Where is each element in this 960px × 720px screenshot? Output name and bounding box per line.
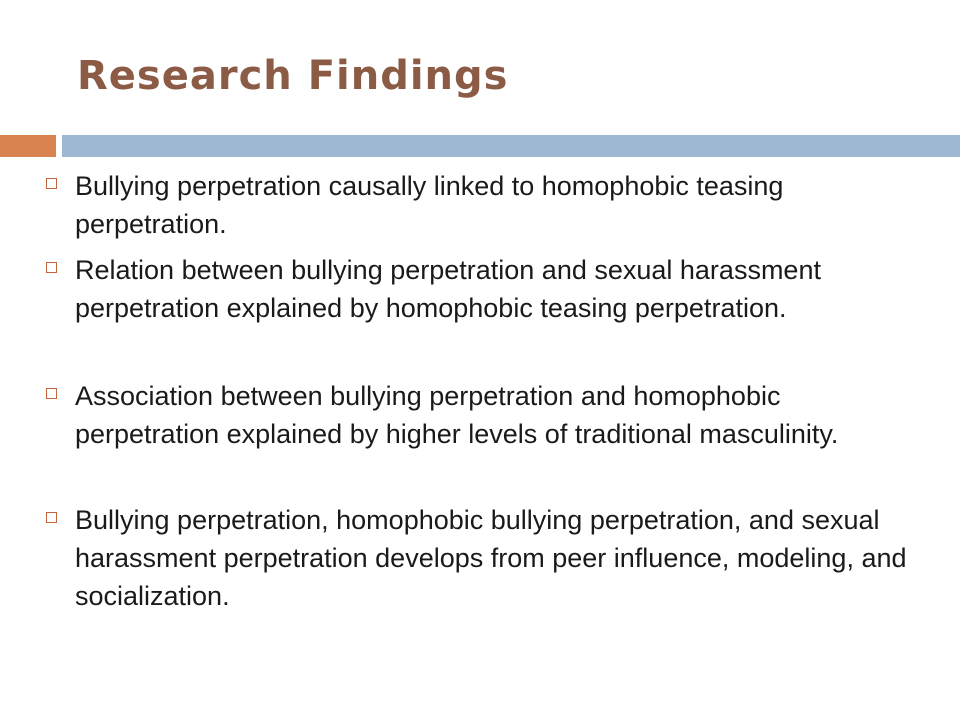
bullet-item: [46, 251, 916, 327]
square-bullet-icon: [46, 262, 57, 273]
title-accent-bar: [0, 135, 56, 157]
slide-title: Research Findings: [77, 53, 509, 99]
bullet-text: Bullying perpetration, homophobic bullying perpetration, and sexual harassment perpetration develops from peer influence, modeling, and socialization.: [75, 505, 907, 611]
square-bullet-icon: [46, 388, 57, 399]
bullet-text: Association between bullying perpetration and homophobic perpetration explained by higher levels of traditional masculinity.: [75, 381, 839, 449]
bullet-item: [46, 167, 916, 243]
square-bullet-icon: [46, 178, 57, 189]
bullet-text: Bullying perpetration causally linked to homophobic teasing perpetration.: [75, 171, 784, 239]
title-rule-bar: [62, 135, 960, 157]
bullet-item: [46, 377, 916, 453]
square-bullet-icon: [46, 512, 57, 523]
bullet-item: [46, 501, 916, 615]
bullet-text: Relation between bullying perpetration and sexual harassment perpetration explained by homophobic teasing perpetration.: [75, 255, 821, 323]
